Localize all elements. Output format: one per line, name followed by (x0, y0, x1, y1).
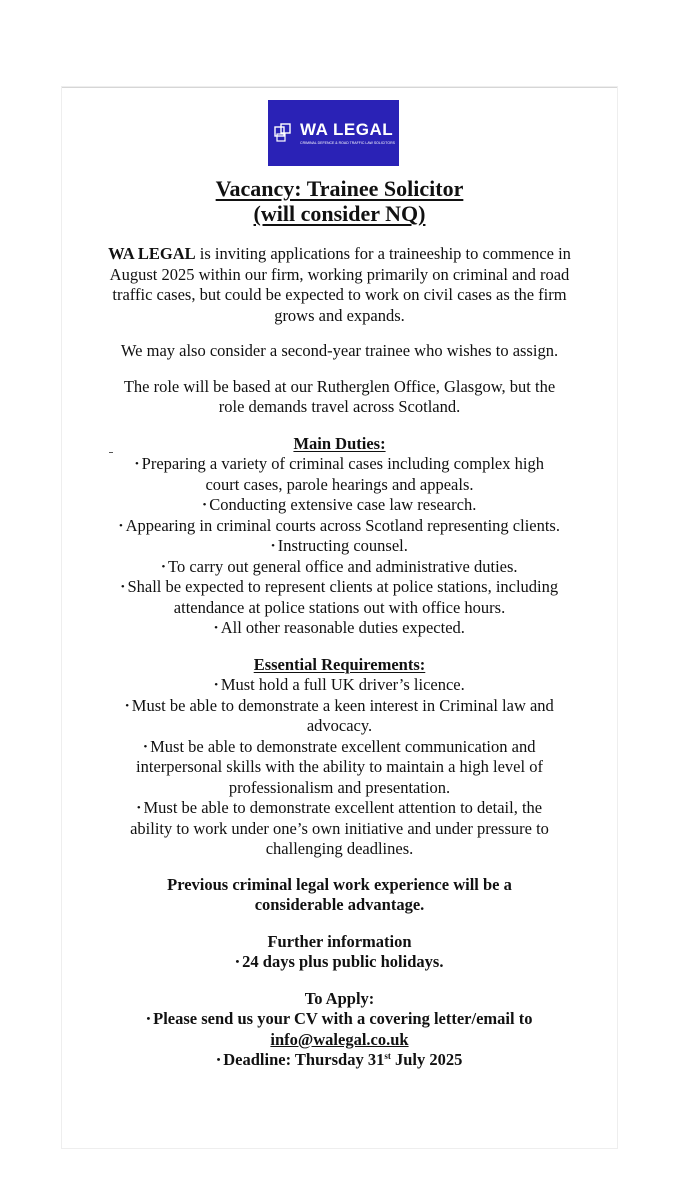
firm-name: WA LEGAL (108, 244, 196, 263)
deadline-list (62, 1050, 617, 1071)
further-info-heading: Further information (267, 931, 412, 951)
main-duties-heading: Main Duties: (293, 433, 386, 453)
second-year-paragraph: We may also consider a second-year trainee who wishes to assign. (120, 341, 559, 360)
list-item: • Must be able to demonstrate excellent communication and interpersonal skills with the ability to maintain a high level of professionalism and presentation. (62, 737, 617, 799)
list-item: • All other reasonable duties expected. (62, 618, 617, 639)
list-item: • Must be able to demonstrate excellent attention to detail, the ability to work under one’s own initiative and under pressure to challenging deadlines. (62, 798, 617, 860)
intro-text: is inviting applications for a traineeship to commence in August 2025 within our firm, working primarily on criminal and road traffic cases, but could be expected to work on civil cases as the firm grows and expands. (109, 244, 571, 325)
deadline-item (62, 1050, 617, 1071)
intro-paragraph (62, 244, 617, 326)
further-info-list (62, 952, 617, 973)
apply-list (62, 1009, 617, 1030)
list-item: • To carry out general office and administrative duties. (62, 557, 617, 578)
vacancy-content (62, 176, 617, 1071)
list-item: • Appearing in criminal courts across Scotland representing clients. (62, 516, 617, 537)
essential-requirements-heading: Essential Requirements: (253, 654, 426, 674)
logo-tagline: CRIMINAL DEFENCE & ROAD TRAFFIC LAW SOLICITORS (300, 141, 395, 145)
list-item: • Must hold a full UK driver’s licence. (62, 675, 617, 696)
list-item: • Shall be expected to represent clients at police stations, including attendance at police stations out with office hours. (62, 577, 617, 618)
list-item: • 24 days plus public holidays. (62, 952, 617, 973)
page-title (62, 176, 617, 226)
email-link[interactable]: info@walegal.co.uk (270, 1029, 409, 1049)
main-duties-list (62, 454, 617, 639)
list-item: • Conducting extensive case law research. (62, 495, 617, 516)
list-item: • Must be able to demonstrate a keen interest in Criminal law and advocacy. (62, 696, 617, 737)
advantage-note: Previous criminal legal work experience will be a considerable advantage. (167, 874, 512, 914)
deadline-prefix: Deadline: Thursday 31 (223, 1050, 385, 1069)
title-line-1: Vacancy: Trainee Solicitor (215, 176, 464, 201)
list-item: • Preparing a variety of criminal cases including complex high court cases, parole hearings and appeals. (62, 454, 617, 495)
list-item: • Instructing counsel. (62, 536, 617, 557)
title-line-2: (will consider NQ) (253, 201, 426, 226)
apply-instruction: • Please send us your CV with a covering letter/email to (62, 1009, 617, 1030)
apply-heading: To Apply: (304, 988, 375, 1008)
company-logo (268, 100, 399, 166)
essential-requirements-list (62, 675, 617, 860)
location-paragraph: The role will be based at our Rutherglen Office, Glasgow, but the role demands travel across Scotland. (123, 376, 556, 416)
scales-logo-icon (272, 122, 294, 144)
deadline-suffix: July 2025 (390, 1050, 463, 1069)
deadline-ordinal: st (384, 1051, 391, 1061)
logo-wordmark: WA LEGAL (300, 120, 394, 139)
